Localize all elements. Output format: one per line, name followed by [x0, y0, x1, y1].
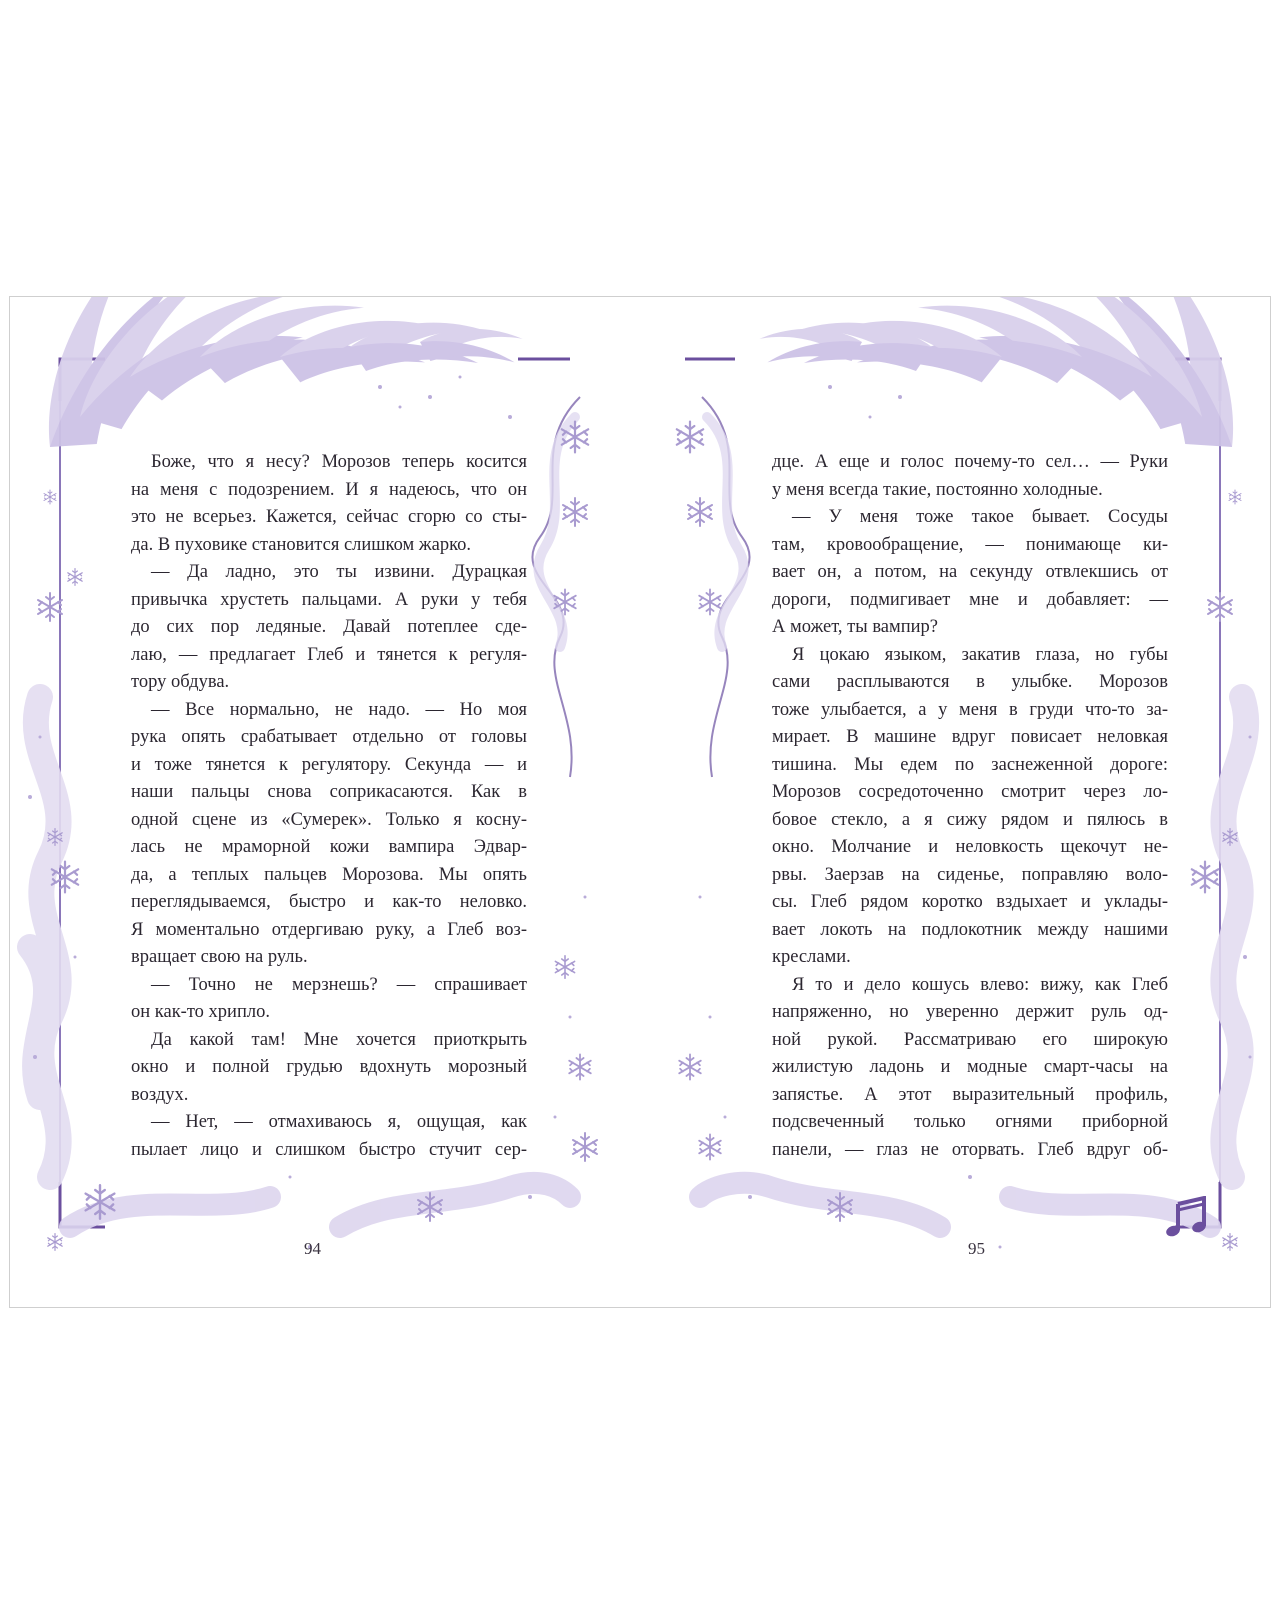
page-number-right: 95 — [968, 1239, 985, 1258]
text-line: подсвеченный только огнями приборной — [772, 1112, 1168, 1132]
text-line: ной рукой. Рассматриваю его широкую — [772, 1029, 1168, 1050]
text-line: Я цокаю языком, закатив глаза, но губы — [792, 644, 1168, 665]
text-line: до сих пор ледяные. Давай потеплее сде- — [131, 617, 527, 637]
text-line: панели, — глаз не оторвать. Глеб вдруг об- — [772, 1139, 1168, 1160]
text-line: да, а теплых пальцев Морозова. Мы опять — [131, 864, 527, 885]
music-note-icon — [1164, 1196, 1212, 1240]
text-line: дороги, подмигивает мне и добавляет: — — [772, 589, 1168, 610]
text-line: — Все нормально, не надо. — Но моя — [151, 699, 527, 720]
text-paragraph — [131, 449, 527, 1164]
text-line: рука опять срабатывает отдельно от головы — [131, 727, 527, 747]
text-line: и тоже тянется к регулятору. Секунда — и — [131, 754, 527, 775]
text-line: вает локоть на подлокотник между нашими — [772, 919, 1168, 940]
text-line: сы. Глеб рядом коротко вздыхает и уклады- — [772, 892, 1168, 912]
right-page-text — [772, 449, 1168, 1164]
text-line: напряженно, но уверенно держит руль од- — [772, 1002, 1168, 1022]
text-line: привычка хрустеть пальцами. А руки у тебя — [131, 589, 527, 610]
text-paragraph — [772, 449, 1168, 1164]
text-line: сами расплываются в улыбке. Морозов — [772, 672, 1168, 692]
text-line: он как-то хрипло. — [131, 1002, 270, 1022]
text-line: — Да ладно, это ты извини. Дурацкая — [151, 562, 527, 582]
text-line: Морозов сосредоточенно смотрит через ло- — [772, 782, 1168, 802]
text-line: запястье. А этот выразительный профиль, — [772, 1084, 1168, 1105]
text-line: мирает. В машине вдруг повисает неловкая — [772, 727, 1168, 747]
text-line: там, кровообращение, — понимающе ки- — [772, 534, 1168, 555]
text-line: тишина. Мы едем по заснеженной дороге: — [772, 754, 1168, 775]
text-line: наши пальцы снова соприкасаются. Как в — [131, 782, 527, 802]
text-line: окно. Молчание и неловкость щекочут не- — [772, 837, 1168, 857]
text-line: Я то и дело кошусь влево: вижу, как Глеб — [792, 974, 1168, 995]
text-line: Я моментально отдергиваю руку, а Глеб воз- — [131, 919, 527, 940]
text-line: — Нет, — отмахиваюсь я, ощущая, как — [151, 1112, 527, 1132]
text-line: это не всерьез. Кажется, сейчас сгорю со сты- — [131, 507, 527, 527]
left-page-text — [131, 449, 527, 1164]
text-line: одной сцене из «Сумерек». Только я косну- — [131, 809, 527, 830]
text-line: тоже улыбается, а у меня в груди что-то за- — [772, 699, 1168, 720]
text-line: вает он, а потом, на секунду отвлекшись от — [772, 562, 1168, 582]
page-number-left: 94 — [304, 1239, 321, 1258]
text-line: рвы. Заерзав на сиденье, поправляю воло- — [772, 864, 1168, 885]
text-line: лась не мраморной кожи вампира Эдвар- — [131, 837, 527, 857]
text-line: лаю, — предлагает Глеб и тянется к регуля- — [131, 644, 527, 665]
text-line: да. В пуховике становится слишком жарко. — [131, 534, 471, 555]
text-line: Да какой там! Мне хочется приоткрыть — [151, 1029, 527, 1050]
text-line: дце. А еще и голос почему-то сел… — Руки — [772, 452, 1168, 472]
text-line: на меня с подозрением. И я надеюсь, что он — [131, 479, 527, 500]
text-line: жилистую ладонь и модные смарт-часы на — [772, 1057, 1168, 1077]
text-line: А может, ты вампир? — [772, 617, 938, 637]
text-line: переглядываемся, быстро и как-то неловко. — [131, 892, 527, 912]
book-spread — [9, 296, 1271, 1308]
text-line: у меня всегда такие, постоянно холодные. — [772, 479, 1103, 500]
text-line: бовое стекло, а я сижу рядом и пялюсь в — [772, 809, 1168, 830]
text-line: воздух. — [131, 1084, 189, 1105]
text-line: пылает лицо и слишком быстро стучит сер- — [131, 1139, 527, 1160]
text-line: Боже, что я несу? Морозов теперь косится — [151, 452, 527, 472]
text-line: вращает свою на руль. — [131, 947, 308, 967]
text-line: окно и полной грудью вдохнуть морозный — [131, 1057, 527, 1077]
text-line: тору обдува. — [131, 672, 230, 692]
text-line: — Точно не мерзнешь? — спрашивает — [151, 974, 527, 995]
text-line: — У меня тоже такое бывает. Сосуды — [792, 507, 1168, 527]
text-line: креслами. — [772, 947, 851, 967]
